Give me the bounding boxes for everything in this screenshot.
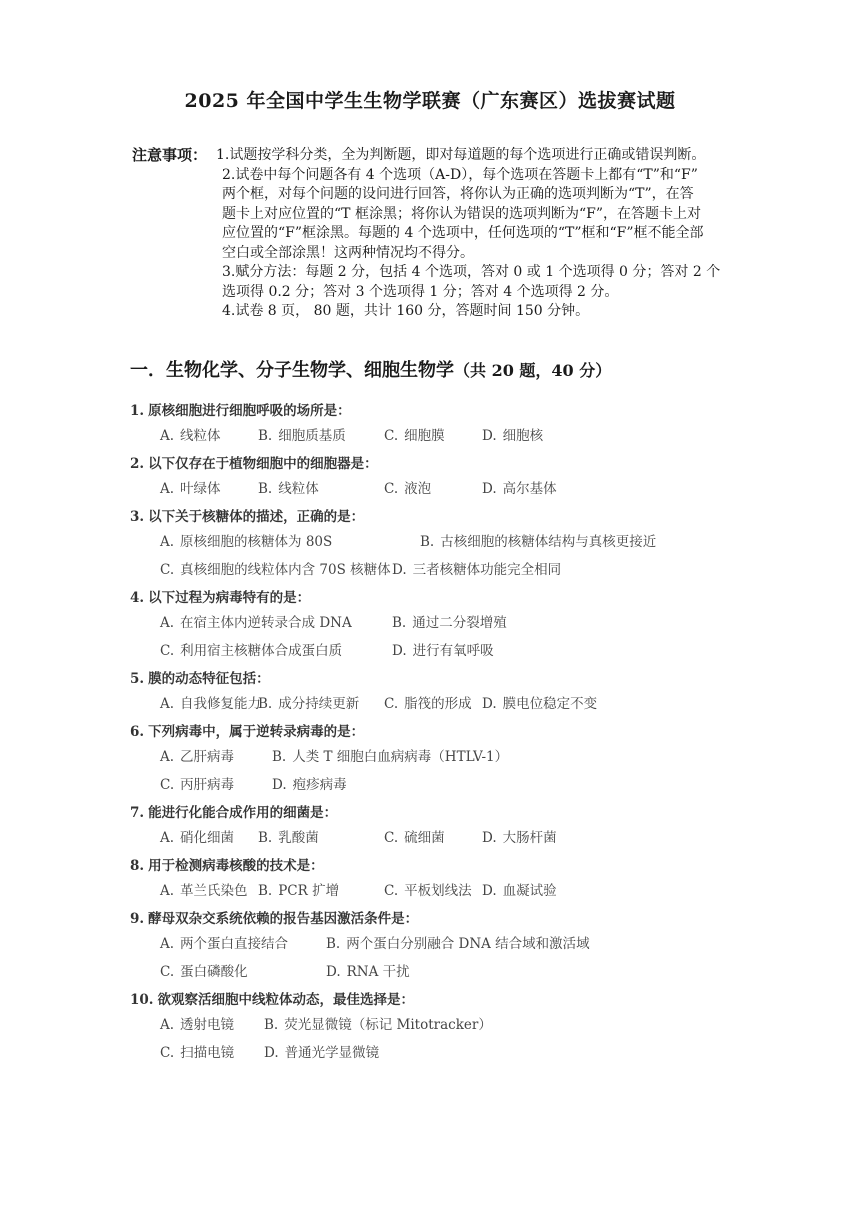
question-stem	[130, 721, 770, 743]
answer-option	[160, 1039, 234, 1067]
question-number: 7.	[130, 805, 145, 821]
option-text: 丙肝病毒	[180, 777, 235, 793]
option-letter: A.	[160, 615, 175, 631]
answer-option	[326, 958, 410, 986]
question-item	[130, 506, 770, 584]
option-letter: D.	[482, 830, 497, 846]
question-stem	[130, 855, 770, 877]
option-text: 人类 T 细胞白血病病毒（HTLV-1）	[292, 749, 509, 765]
question-text: 欲观察活细胞中线粒体动态，最佳选择是：	[157, 992, 414, 1008]
option-letter: D.	[482, 428, 497, 444]
option-text: 在宿主体内逆转录合成 DNA	[180, 615, 352, 631]
question-text: 膜的动态特征包括：	[148, 671, 270, 687]
option-letter: B.	[392, 615, 407, 631]
answer-option	[258, 824, 319, 852]
question-text: 能进行化能合成作用的细菌是：	[148, 805, 338, 821]
answer-option	[160, 958, 248, 986]
option-text: 荧光显微镜（标记 Mitotracker）	[284, 1017, 492, 1033]
option-letter: B.	[258, 428, 273, 444]
option-text: 叶绿体	[180, 481, 221, 497]
question-number: 10.	[130, 992, 154, 1008]
answer-option	[384, 475, 431, 503]
option-text: 乳酸菌	[278, 830, 319, 846]
option-text: 扫描电镜	[180, 1045, 235, 1061]
question-text: 以下关于核糖体的描述，正确的是：	[148, 509, 365, 525]
option-row	[130, 1039, 770, 1067]
answer-option	[160, 475, 221, 503]
option-text: 普通光学显微镜	[284, 1045, 380, 1061]
option-row	[130, 475, 770, 503]
option-letter: C.	[160, 643, 175, 659]
option-letter: A.	[160, 428, 175, 444]
answer-option	[160, 422, 221, 450]
notice-line: 2.试卷中每个问题各有 4 个选项（A-D），每个选项在答题卡上都有“T”和“F”	[222, 166, 698, 183]
option-letter: C.	[384, 830, 399, 846]
notice-line: 3.赋分方法：每题 2 分，包括 4 个选项，答对 0 或 1 个选项得 0 分；答对 2 个	[222, 264, 721, 280]
option-text: 通过二分裂增殖	[412, 615, 507, 631]
option-row	[130, 877, 770, 905]
option-text: 细胞核	[502, 428, 544, 444]
question-stem	[130, 908, 770, 930]
answer-option	[160, 771, 234, 799]
question-item	[130, 855, 770, 905]
option-text: 革兰氏染色	[180, 883, 248, 899]
answer-option	[160, 528, 332, 556]
option-text: PCR 扩增	[278, 883, 340, 899]
option-letter: D.	[264, 1045, 279, 1061]
page-title: 2025 年全国中学生生物学联赛（广东赛区）选拔赛试题	[184, 90, 676, 112]
option-text: 脂筏的形成	[404, 696, 472, 712]
option-text: 膜电位稳定不变	[502, 696, 598, 712]
option-letter: C.	[160, 964, 175, 980]
option-text: 三者核糖体功能完全相同	[412, 562, 562, 578]
answer-option	[272, 743, 508, 771]
option-row	[130, 743, 770, 771]
answer-option	[420, 528, 656, 556]
option-text: RNA 干扰	[346, 964, 410, 980]
answer-option	[160, 743, 234, 771]
question-stem	[130, 802, 770, 824]
answer-option	[258, 475, 319, 503]
question-list	[130, 400, 770, 1070]
option-text: 乙肝病毒	[180, 749, 235, 765]
answer-option	[258, 877, 339, 905]
question-text: 酵母双杂交系统依赖的报告基因激活条件是：	[148, 911, 419, 927]
option-text: 硫细菌	[404, 830, 445, 846]
question-stem	[130, 400, 770, 422]
question-number: 2.	[130, 456, 145, 472]
question-number: 6.	[130, 724, 145, 740]
answer-option	[482, 877, 557, 905]
question-item	[130, 587, 770, 665]
answer-option	[264, 1011, 492, 1039]
answer-option	[384, 824, 445, 852]
option-row	[130, 609, 770, 637]
option-text: 线粒体	[278, 481, 319, 497]
option-letter: D.	[392, 562, 407, 578]
option-text: 自我修复能力	[180, 696, 262, 712]
option-letter: B.	[272, 749, 287, 765]
question-stem	[130, 506, 770, 528]
notice-line: 应位置的“F”框涂黑。每题的 4 个选项中，任何选项的“T”框和“F”框不能全部	[222, 225, 704, 241]
section-title: 一．生物化学、分子生物学、细胞生物学	[130, 360, 454, 381]
option-text: 蛋白磷酸化	[180, 964, 248, 980]
option-text: 液泡	[404, 481, 432, 497]
option-text: 血凝试验	[502, 883, 557, 899]
option-letter: B.	[258, 830, 273, 846]
answer-option	[326, 930, 590, 958]
option-text: 进行有氧呼吸	[412, 643, 494, 659]
option-text: 线粒体	[180, 428, 221, 444]
option-text: 成分持续更新	[278, 696, 360, 712]
question-text: 原核细胞进行细胞呼吸的场所是：	[148, 403, 351, 419]
option-letter: B.	[258, 481, 273, 497]
option-row	[130, 528, 770, 556]
option-row	[130, 556, 770, 584]
option-letter: A.	[160, 883, 175, 899]
option-text: 硝化细菌	[180, 830, 235, 846]
option-letter: C.	[160, 562, 175, 578]
option-letter: A.	[160, 481, 175, 497]
question-item	[130, 908, 770, 986]
option-row	[130, 637, 770, 665]
option-text: 细胞膜	[404, 428, 445, 444]
option-text: 高尔基体	[502, 481, 557, 497]
answer-option	[384, 422, 445, 450]
option-text: 古核细胞的核糖体结构与真核更接近	[440, 534, 657, 550]
option-text: 两个蛋白直接结合	[180, 936, 289, 952]
option-letter: C.	[384, 696, 399, 712]
notice-block	[132, 146, 742, 322]
option-letter: A.	[160, 534, 175, 550]
option-letter: B.	[326, 936, 341, 952]
answer-option	[272, 771, 347, 799]
option-letter: A.	[160, 1017, 175, 1033]
option-letter: D.	[326, 964, 341, 980]
notice-line: 选项得 0.2 分；答对 3 个选项得 1 分；答对 4 个选项得 2 分。	[222, 283, 619, 300]
option-letter: C.	[384, 883, 399, 899]
option-letter: A.	[160, 936, 175, 952]
answer-option	[160, 824, 234, 852]
option-letter: C.	[384, 428, 399, 444]
option-text: 真核细胞的线粒体内含 70S 核糖体	[180, 562, 391, 578]
notice-line: 两个框，对每个问题的设问进行回答，将你认为正确的选项判断为“T”，在答	[222, 186, 694, 202]
option-letter: D.	[482, 696, 497, 712]
question-number: 5.	[130, 671, 145, 687]
question-text: 以下过程为病毒特有的是：	[148, 590, 311, 606]
question-item	[130, 989, 770, 1067]
question-number: 4.	[130, 590, 145, 606]
answer-option	[160, 637, 342, 665]
option-text: 细胞质基质	[278, 428, 346, 444]
option-letter: C.	[384, 481, 399, 497]
answer-option	[392, 556, 561, 584]
answer-option	[160, 877, 248, 905]
option-letter: D.	[272, 777, 287, 793]
answer-option	[160, 930, 288, 958]
option-row	[130, 771, 770, 799]
question-text: 下列病毒中，属于逆转录病毒的是：	[148, 724, 365, 740]
answer-option	[482, 422, 543, 450]
option-letter: C.	[160, 1045, 175, 1061]
option-letter: B.	[264, 1017, 279, 1033]
notice-line: 1.试题按学科分类，全为判断题，即对每道题的每个选项进行正确或错误判断。	[216, 147, 706, 163]
answer-option	[482, 475, 557, 503]
option-text: 透射电镜	[180, 1017, 235, 1033]
option-letter: B.	[258, 696, 273, 712]
section-subtitle: （共 20 题，40 分）	[454, 361, 612, 380]
notice-line: 题卡上对应位置的“T 框涂黑；将你认为错误的选项判断为“F”，在答题卡上对	[222, 205, 701, 222]
notice-line: 4.试卷 8 页， 80 题，共计 160 分，答题时间 150 分钟。	[222, 303, 590, 319]
option-letter: B.	[258, 883, 273, 899]
question-number: 1.	[130, 403, 145, 419]
option-row	[130, 422, 770, 450]
question-item	[130, 802, 770, 852]
option-text: 两个蛋白分别融合 DNA 结合域和激活域	[346, 936, 590, 952]
answer-option	[160, 1011, 234, 1039]
option-row	[130, 690, 770, 718]
answer-option	[392, 609, 507, 637]
option-letter: A.	[160, 830, 175, 846]
option-text: 大肠杆菌	[502, 830, 557, 846]
question-text: 以下仅存在于植物细胞中的细胞器是：	[148, 456, 378, 472]
option-row	[130, 958, 770, 986]
option-text: 原核细胞的核糖体为 80S	[180, 534, 333, 550]
option-text: 疱疹病毒	[292, 777, 347, 793]
answer-option	[482, 824, 557, 852]
answer-option	[482, 690, 597, 718]
notice-body	[216, 146, 742, 322]
option-row	[130, 1011, 770, 1039]
option-text: 平板划线法	[404, 883, 472, 899]
question-number: 3.	[130, 509, 145, 525]
answer-option	[258, 690, 359, 718]
question-stem	[130, 668, 770, 690]
answer-option	[258, 422, 346, 450]
question-item	[130, 668, 770, 718]
option-letter: D.	[482, 481, 497, 497]
question-text: 用于检测病毒核酸的技术是：	[148, 858, 324, 874]
answer-option	[384, 690, 472, 718]
question-stem	[130, 989, 770, 1011]
option-letter: C.	[160, 777, 175, 793]
section-heading	[130, 356, 611, 382]
option-text: 利用宿主核糖体合成蛋白质	[180, 643, 343, 659]
notice-label: 注意事项：	[132, 146, 208, 164]
question-item	[130, 721, 770, 799]
answer-option	[392, 637, 494, 665]
question-stem	[130, 453, 770, 475]
question-number: 8.	[130, 858, 145, 874]
notice-line: 空白或全部涂黑！这两种情况均不得分。	[222, 244, 474, 261]
question-number: 9.	[130, 911, 145, 927]
question-item	[130, 453, 770, 503]
answer-option	[160, 690, 261, 718]
option-letter: A.	[160, 696, 175, 712]
option-letter: A.	[160, 749, 175, 765]
question-item	[130, 400, 770, 450]
answer-option	[384, 877, 472, 905]
option-letter: D.	[392, 643, 407, 659]
option-letter: D.	[482, 883, 497, 899]
option-row	[130, 824, 770, 852]
answer-option	[264, 1039, 379, 1067]
option-letter: B.	[420, 534, 435, 550]
option-row	[130, 930, 770, 958]
answer-option	[160, 556, 391, 584]
question-stem	[130, 587, 770, 609]
answer-option	[160, 609, 352, 637]
